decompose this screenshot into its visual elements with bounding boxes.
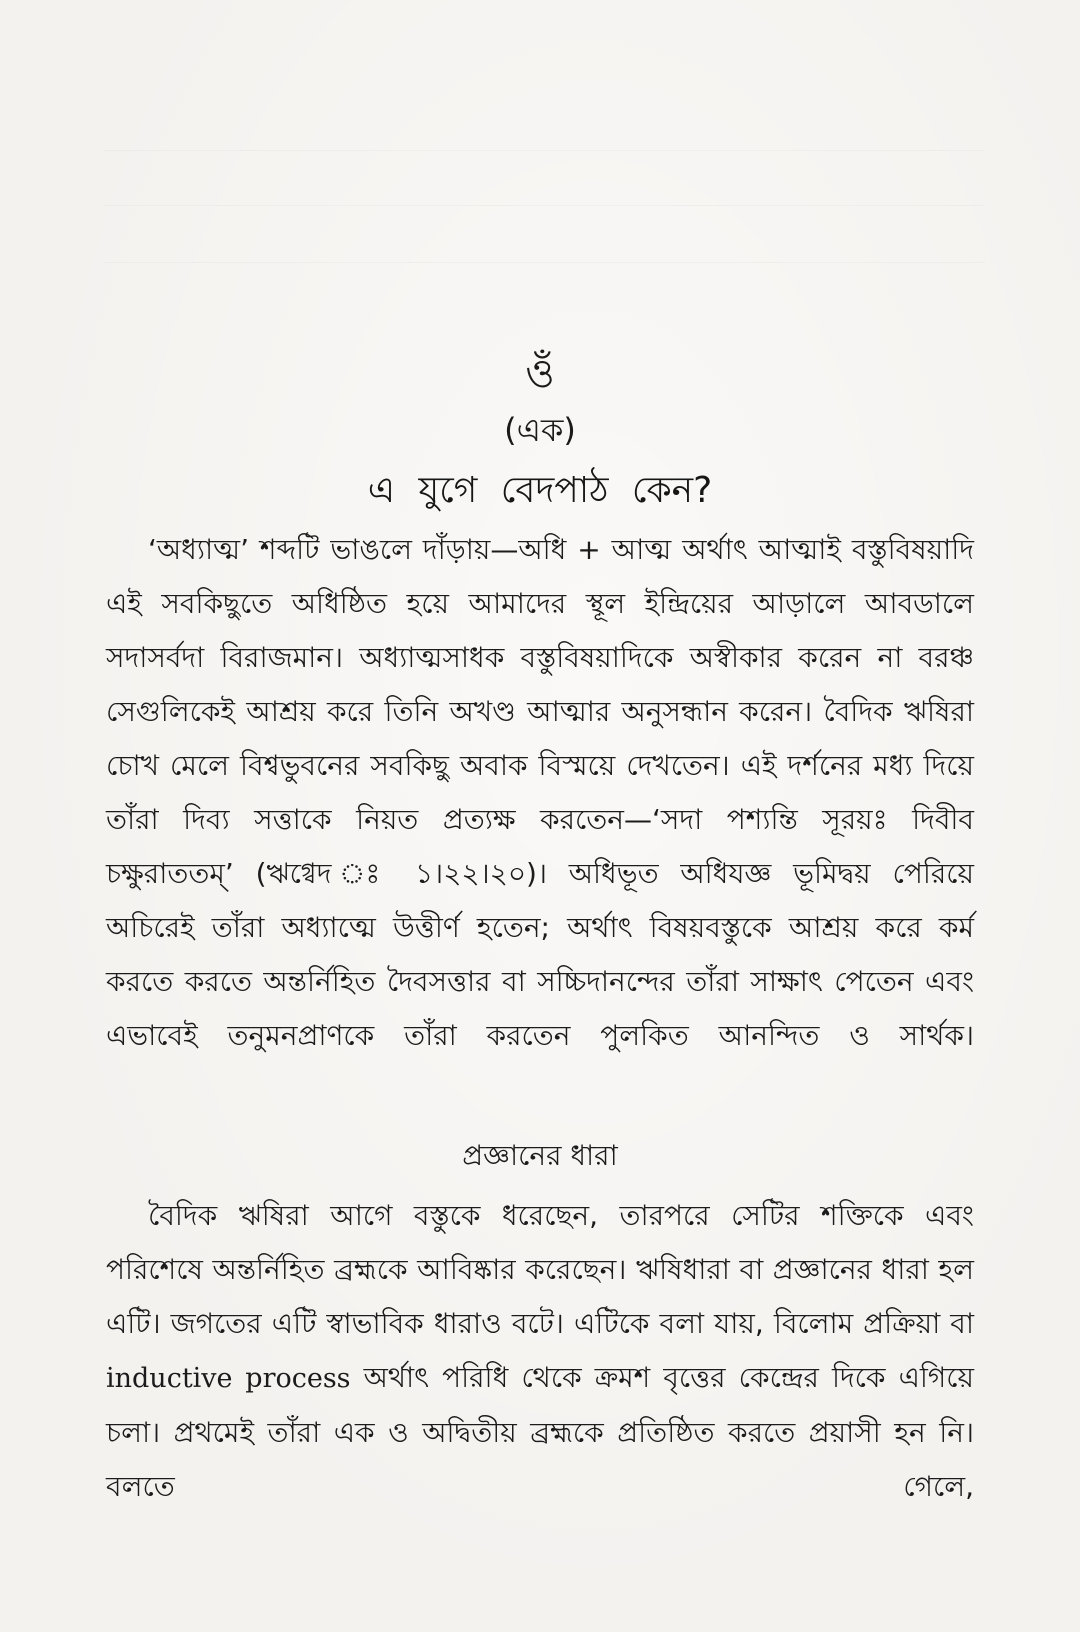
section-paragraph-text: বৈদিক ঋষিরা আগে বস্তুকে ধরেছেন, তারপরে সেটির শক্তিকে এবং পরিশেষে অন্তর্নিহিত ব্রহ্মকে আবিষ্কার করেছেন। ঋষিধারা বা প্রজ্ঞানের ধারা হল এটি। জগতের এটি স্বাভাবিক ধারাও বটে। এটিকে বলা যায়, বিলোম প্রক্রিয়া বা bbox=[106, 1199, 974, 1340]
om-symbol: ওঁ bbox=[525, 351, 555, 397]
show-through-line bbox=[105, 262, 985, 303]
show-through-line bbox=[105, 205, 985, 246]
show-through-line bbox=[105, 150, 985, 191]
section-heading: প্রজ্ঞানের ধারা bbox=[462, 1139, 618, 1172]
section-paragraph-text: অর্থাৎ পরিধি থেকে ক্রমশ বৃত্তের কেন্দ্রের দিকে এগিয়ে চলা। প্রথমেই তাঁরা এক ও অদ্বিতীয় ব্রহ্মকে প্রতিষ্ঠিত করতে প্রয়াসী হন নি। বলতে গেলে, bbox=[106, 1361, 974, 1503]
chapter-title: এ যুগে বেদপাঠ কেন? bbox=[367, 470, 713, 511]
english-term: inductive process bbox=[106, 1363, 351, 1394]
body-paragraph: ‘অধ্যাত্ম’ শব্দটি ভাঙলে দাঁড়ায়—অধি + আত্ম অর্থাৎ আত্মাই বস্তুবিষয়াদি এই সবকিছুতে অধিষ্ঠিত হয়ে আমাদের স্থূল ইন্দ্রিয়ের আড়ালে আবডালে সদাসর্বদা বিরাজমান। অধ্যাত্মসাধক বস্তুবিষয়াদিকে অস্বীকার করেন না বরঞ্চ সেগুলিকেই আশ্রয় করে তিনি অখণ্ড আত্মার অনুসন্ধান করেন। বৈদিক ঋষিরা চোখ মেলে বিশ্বভুবনের সবকিছু অবাক বিস্ময়ে দেখতেন। এই দর্শনের মধ্য দিয়ে তাঁরা দিব্য সত্তাকে নিয়ত প্রত্যক্ষ করতেন—‘সদা পশ্যন্তি সূরয়ঃ দিবীব চক্ষুরাততম্’ (ঋগ্বেদ ঃ ১।২২।২০)। অধিভূত অধিযজ্ঞ ভূমিদ্বয় পেরিয়ে অচিরেই তাঁরা অধ্যাত্মে উত্তীর্ণ হতেন; অর্থাৎ বিষয়বস্তুকে আশ্রয় করে কর্ম করতে করতে অন্তর্নিহিত দৈবসত্তার বা সচ্চিদানন্দের তাঁরা সাক্ষাৎ পেতেন এবং এভাবেই তনুমনপ্রাণকে তাঁরা করতেন পুলকিত আনন্দিত ও সার্থক। bbox=[106, 533, 974, 1052]
section-paragraph bbox=[106, 1189, 974, 1514]
chapter-number: (এক) bbox=[504, 411, 576, 449]
